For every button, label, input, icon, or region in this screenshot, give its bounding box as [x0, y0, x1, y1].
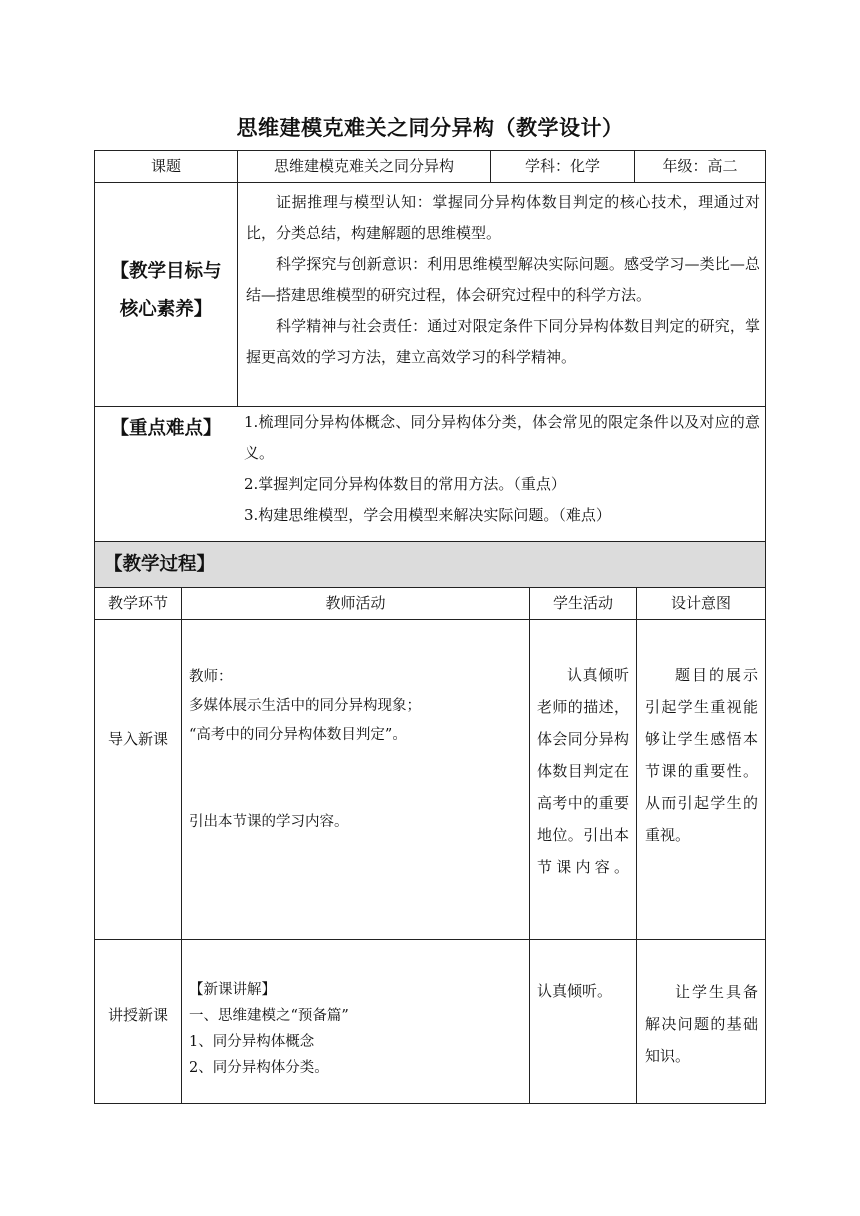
- design-intent: 题目的展示引起学生重视能够让学生感悟本节课的重要性。从而引起学生的重视。: [645, 666, 758, 844]
- column-header-teacher: 教师活动: [325, 594, 386, 612]
- subject-value: 学科：化学: [524, 157, 600, 175]
- process-label: 【教学过程】: [104, 554, 216, 575]
- objectives-content: [246, 187, 760, 373]
- teacher-line: 1、同分异构体概念: [189, 1034, 315, 1050]
- objectives-label: [95, 253, 237, 329]
- student-activity: 认真倾听老师的描述，体会同分异构体数目判定在高考中的重要地位。引出本节课内容。: [537, 666, 629, 876]
- teacher-activity: [189, 977, 525, 1081]
- objective-paragraph: 科学精神与社会责任：通过对限定条件下同分异构体数目判定的研究，掌握更高效的学习方法，建立高效学习的科学精神。: [246, 317, 760, 366]
- topic-value: 思维建模克难关之同分异构: [273, 157, 454, 175]
- objective-paragraph: 证据推理与模型认知：掌握同分异构体数目判定的核心技术，理通过对比，分类总结，构建解题的思维模型。: [246, 193, 760, 242]
- key-point-item: 1.梳理同分异构体概念、同分异构体分类，体会常见的限定条件以及对应的意义。: [244, 413, 760, 462]
- teacher-activity: [189, 663, 525, 837]
- teacher-line: 多媒体展示生活中的同分异构现象；: [189, 698, 421, 714]
- teacher-line: 2、同分异构体分类。: [189, 1060, 329, 1076]
- key-point-item: 2.掌握判定同分异构体数目的常用方法。（重点）: [244, 475, 566, 493]
- stage-cell: 讲授新课: [107, 1006, 168, 1024]
- teacher-line: 引出本节课的学习内容。: [189, 814, 349, 830]
- objectives-label-line1: 【教学目标与: [110, 261, 222, 282]
- objective-paragraph: 科学探究与创新意识：利用思维模型解决实际问题。感受学习—类比—总结—搭建思维模型的研究过程，体会研究过程中的科学方法。: [246, 255, 760, 304]
- teacher-spacer: [189, 750, 525, 808]
- design-intent: 让学生具备解决问题的基础知识。: [645, 983, 758, 1065]
- key-point-item: 3.构建思维模型，学会用模型来解决实际问题。（难点）: [244, 506, 611, 524]
- teacher-line: “高考中的同分异构体数目判定”。: [189, 727, 407, 743]
- stage-cell: 导入新课: [107, 730, 168, 748]
- teacher-line: 教师：: [189, 669, 233, 685]
- objectives-label-line2: 核心素养】: [119, 299, 213, 320]
- key-points-label: 【重点难点】: [110, 418, 222, 439]
- key-points-content: [244, 407, 760, 531]
- document-title: 思维建模克难关之同分异构（教学设计）: [236, 116, 624, 140]
- column-header-student: 学生活动: [552, 594, 613, 612]
- column-header-stage: 教学环节: [107, 594, 168, 612]
- column-header-intent: 设计意图: [670, 594, 731, 612]
- grade-value: 年级：高二: [662, 157, 738, 175]
- topic-label: 课题: [150, 157, 181, 175]
- teacher-line: 一、思维建模之“预备篇”: [189, 1008, 349, 1024]
- teacher-line: 【新课讲解】: [189, 982, 276, 998]
- student-activity: 认真倾听。: [537, 982, 613, 1000]
